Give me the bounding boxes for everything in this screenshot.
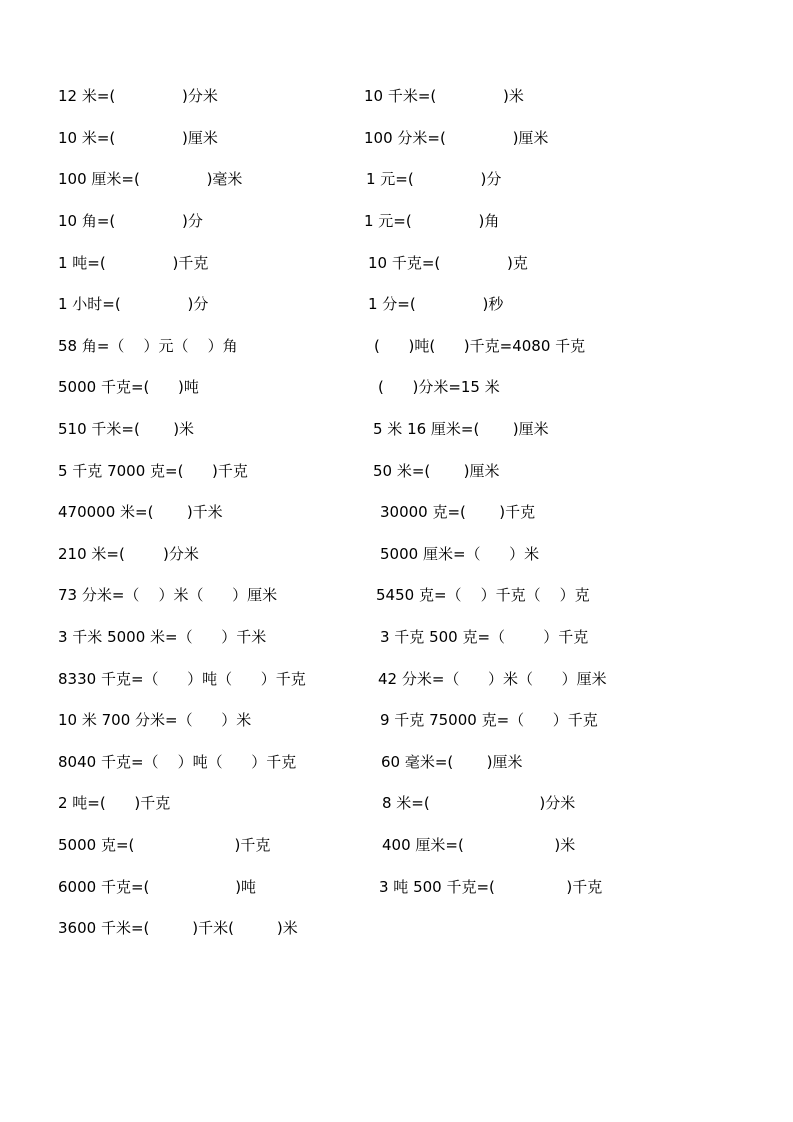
- exercise-item: 10 千米=( )米: [364, 87, 524, 105]
- exercise-item: 10 米=( )厘米: [58, 129, 218, 147]
- exercise-item: 1 元=( )角: [364, 212, 500, 230]
- exercise-item: 5450 克=（ ）千克（ ）克: [376, 586, 590, 604]
- exercise-item: 30000 克=( )千克: [380, 503, 536, 521]
- exercise-item: 5 千克 7000 克=( )千克: [58, 462, 248, 480]
- exercise-item: 3 千米 5000 米=（ ）千米: [58, 628, 267, 646]
- exercise-item: ( )分米=15 米: [378, 378, 500, 396]
- exercise-item: 8 米=( )分米: [382, 794, 576, 812]
- exercise-item: 1 小时=( )分: [58, 295, 209, 313]
- exercise-item: 400 厘米=( )米: [382, 836, 576, 854]
- exercise-item: 10 千克=( )克: [368, 254, 528, 272]
- exercise-item: 1 吨=( )千克: [58, 254, 209, 272]
- exercise-item: 8330 千克=（ ）吨（ ）千克: [58, 670, 306, 688]
- exercise-item: 5000 厘米=（ ）米: [380, 545, 540, 563]
- exercise-item: ( )吨( )千克=4080 千克: [374, 337, 586, 355]
- exercise-item: 5000 克=( )千克: [58, 836, 271, 854]
- exercise-item: 1 元=( )分: [366, 170, 502, 188]
- exercise-item: 5000 千克=( )吨: [58, 378, 199, 396]
- exercise-item: 510 千米=( )米: [58, 420, 195, 438]
- exercise-item: 9 千克 75000 克=（ ）千克: [380, 711, 598, 729]
- exercise-item: 8040 千克=（ ）吨（ ）千克: [58, 753, 297, 771]
- exercise-item: 73 分米=（ ）米（ ）厘米: [58, 586, 278, 604]
- exercise-item: 210 米=( )分米: [58, 545, 199, 563]
- exercise-item: 58 角=（ ）元（ ）角: [58, 337, 238, 355]
- exercise-item: 470000 米=( )千米: [58, 503, 223, 521]
- exercise-item: 3600 千米=( )千米( )米: [58, 919, 298, 937]
- exercise-item: 100 厘米=( )毫米: [58, 170, 243, 188]
- exercise-item: 42 分米=（ ）米（ ）厘米: [378, 670, 607, 688]
- exercise-item: 10 角=( )分: [58, 212, 203, 230]
- exercise-item: 50 米=( )厘米: [373, 462, 500, 480]
- exercise-item: 3 吨 500 千克=( )千克: [379, 878, 603, 896]
- exercise-item: 10 米 700 分米=（ ）米: [58, 711, 252, 729]
- exercise-item: 2 吨=( )千克: [58, 794, 171, 812]
- exercise-item: 3 千克 500 克=（ ）千克: [380, 628, 589, 646]
- exercise-item: 5 米 16 厘米=( )厘米: [373, 420, 549, 438]
- exercise-item: 6000 千克=( )吨: [58, 878, 257, 896]
- exercise-item: 12 米=( )分米: [58, 87, 218, 105]
- exercise-item: 100 分米=( )厘米: [364, 129, 549, 147]
- exercise-item: 1 分=( )秒: [368, 295, 504, 313]
- exercise-item: 60 毫米=( )厘米: [381, 753, 523, 771]
